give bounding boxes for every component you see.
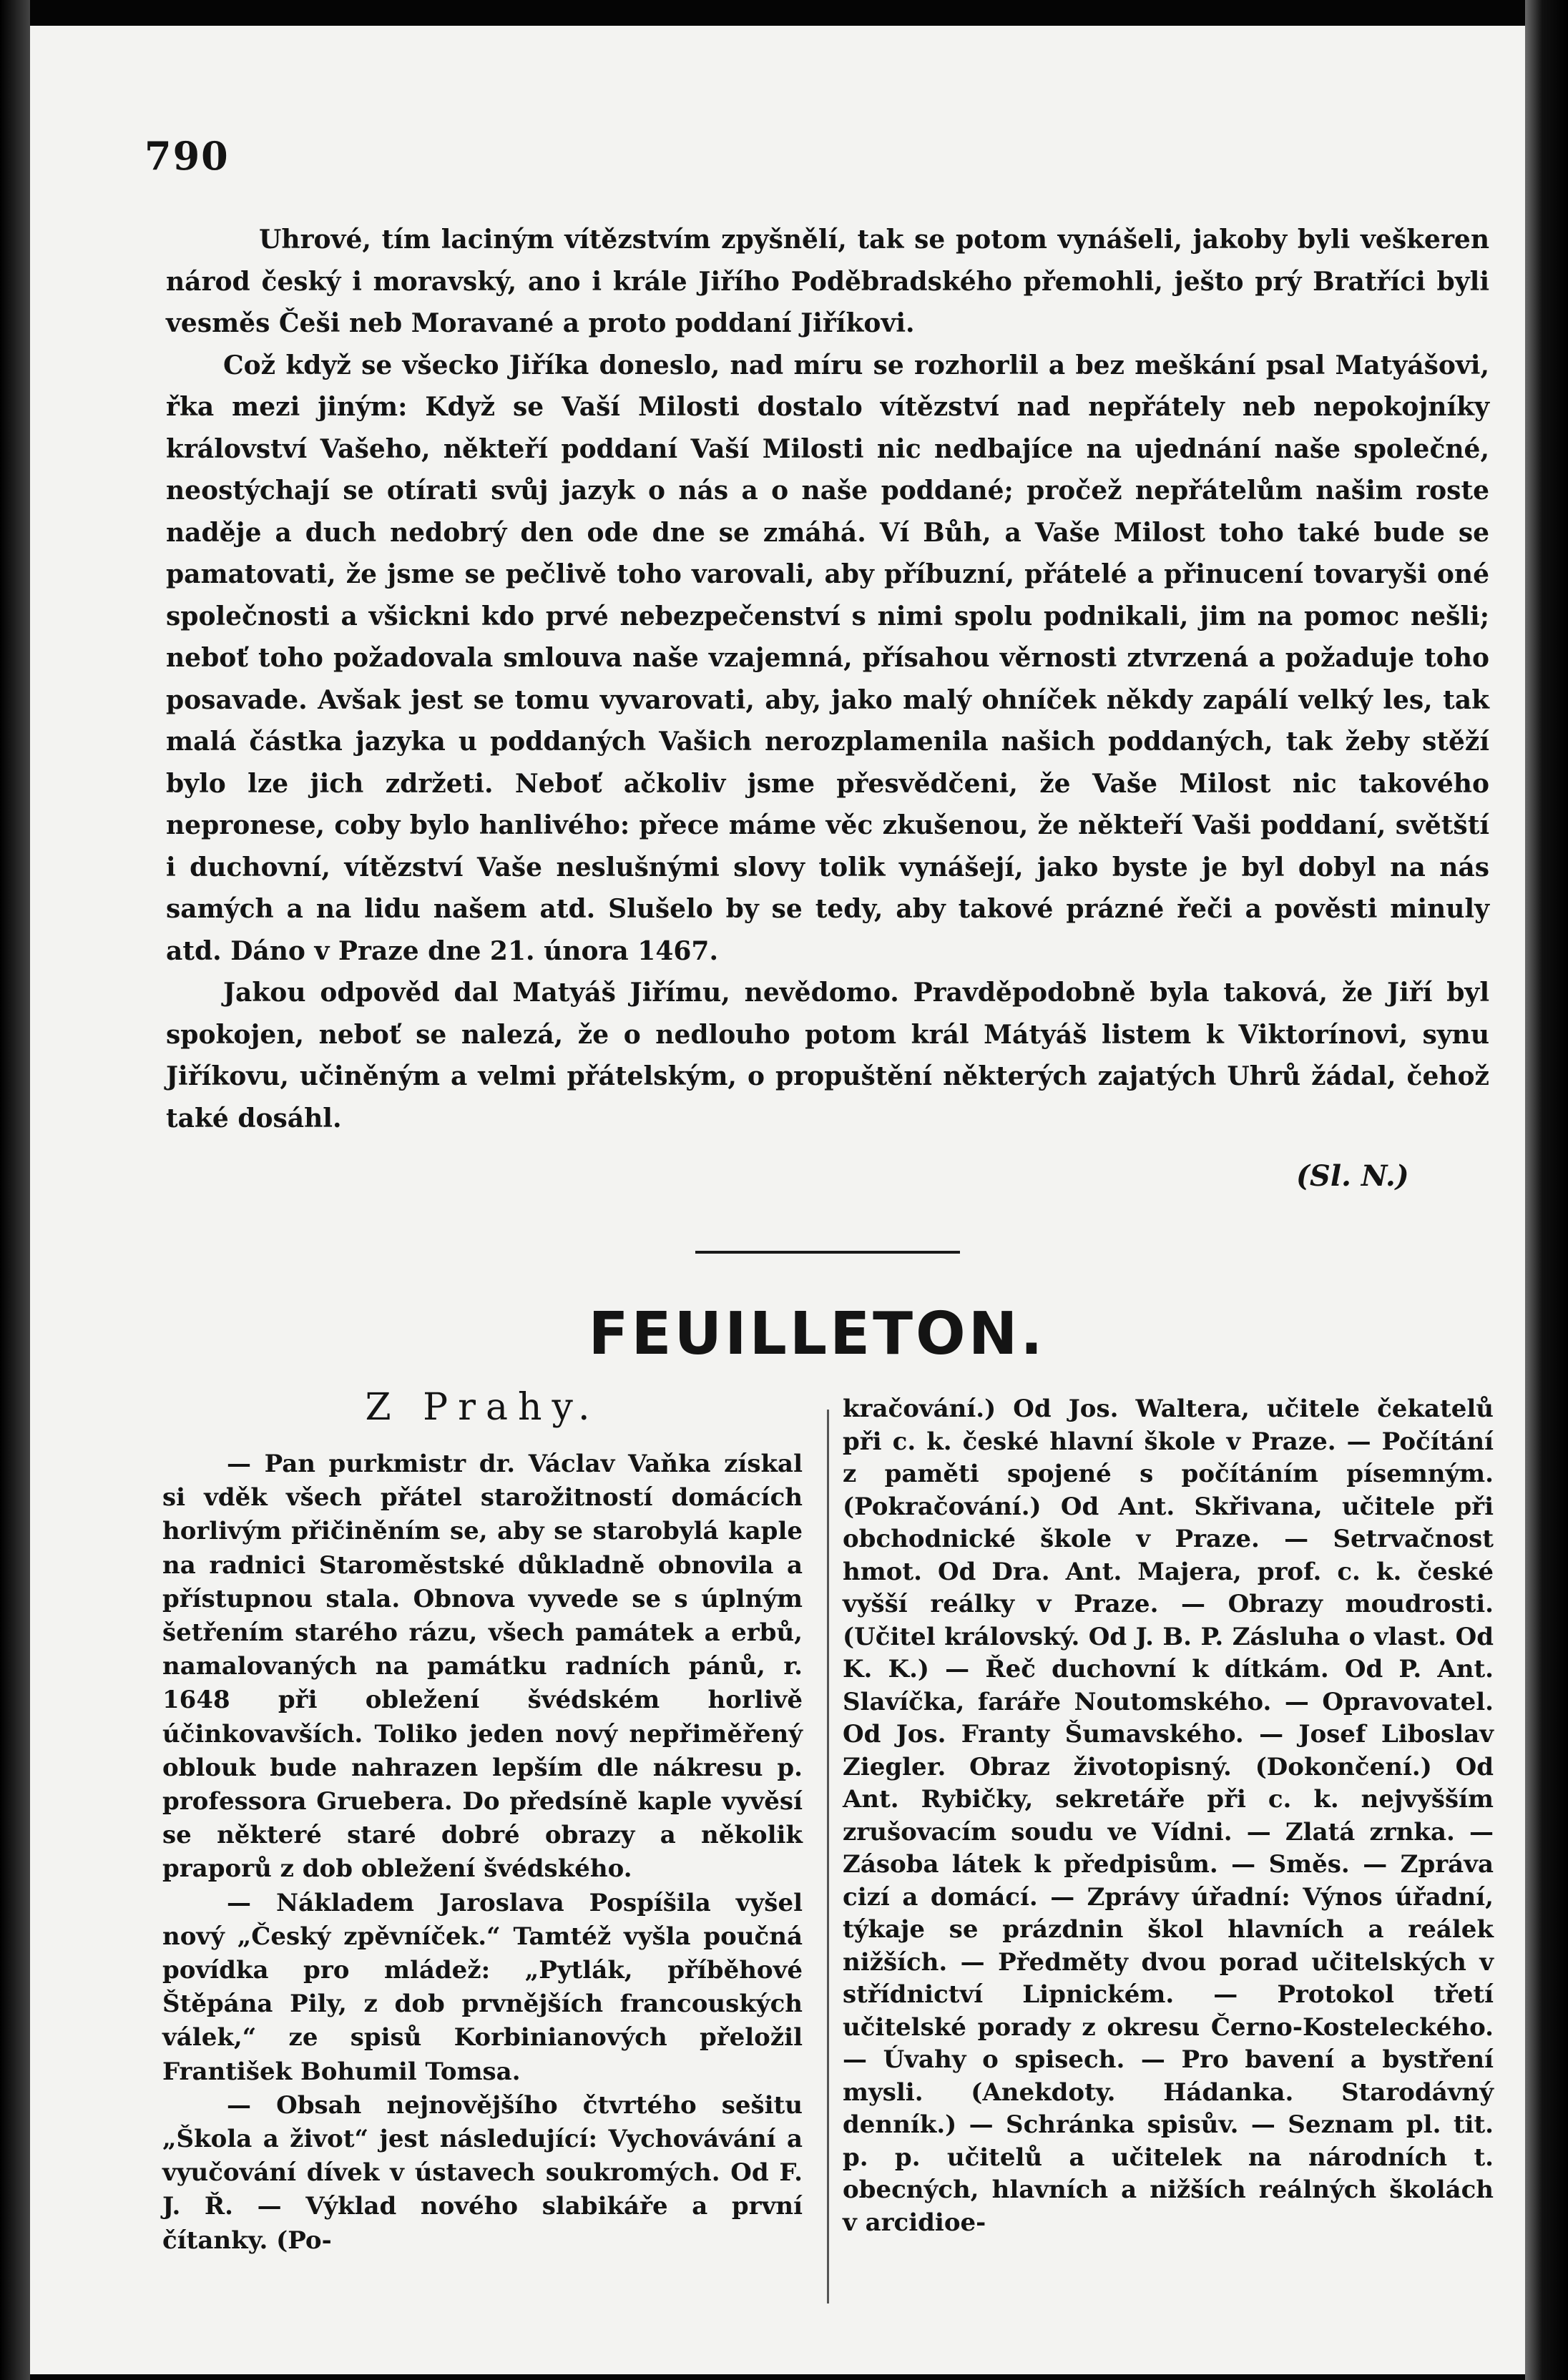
- feuilleton-heading: FEUILLETON.: [588, 1300, 1046, 1368]
- section-divider: [695, 1251, 960, 1254]
- scan-border-right: [1525, 0, 1568, 2380]
- news-item: — Obsah nejnovějšího čtvrtého sešitu „Škola a život“ jest následující: Vychovávání a vyučování dívek v ústavech soukromých. Od F. J. Ř. — Výklad nového slabikáře a první čítanky. (Po-: [162, 2090, 803, 2255]
- article-continuation: [166, 219, 1489, 1139]
- news-section-heading: Z Prahy.: [365, 1386, 600, 1429]
- feuilleton-left-column: [162, 1385, 803, 2258]
- news-item: — Pan purkmistr dr. Václav Vaňka získal si vděk všech přátel starožitností domácích horlivým přičiněním se, aby se starobylá kaple na radnici Staroměstské důkladně obnovila a přístupnou stala. Obnova vyvede se s úplným šetřením starého rázu, všech památek a erbů, namalovaných na památku radních pánů, r. 1648 při obležení švédském horlivě účinkovavších. Toliko jeden nový nepřiměřený oblouk bude nahrazen lepším dle nákresu p. professora Grueberа. Do předsíně kaple vyvěsí se některé staré dobré obrazy a několik praporů z dob obležení švédského.: [162, 1450, 803, 1884]
- article-paragraph: Což když se všecko Jiříka doneslo, nad míru se rozhorlil a bez meškání psal Matyášovi, řka mezi jiným: Když se Vaší Milosti dostalo vítězství nad nepřátely neb nepokojníky království Vašeho, někteří poddaní Vaší Milosti nic nedbajíce na ujednání naše společné, neostýchají se otírati svůj jazyk o nás a o naše poddané; pročež nepřátelům našim roste naděje a duch nedobrý den ode dne se zmáhá. Ví Bůh, a Vaše Milost toho také bude se pamatovati, že jsme se pečlivě toho varovali, aby příbuzní, přátelé a přinucení tovaryši oné společnosti a všickni kdo prvé nebezpečenství s nimi spolu podnikali, jim na pomoc nešli; neboť toho požadovala smlouva naše vzajemná, přísahou věrnosti ztvrzená a požaduje toho posavade. Avšak jest se tomu vyvarovati, aby, jako malý ohníček někdy zapálí velký les, tak malá částka jazyka u poddaných Vašich nerozplamenila našich poddaných, tak žeby stěží bylo lze jich zdržeti. Neboť ačkoliv jsme přesvědčeni, že Vaše Milost nic takového nepronese, coby bylo hanlivého: přece máme věc zkušenou, že někteří Vaši poddaní, světští i duchovní, vítězství Vaše neslušnými slovy tolik vynášejí, jako byste je byl dobyl na nás samých a na lidu našem atd. Slušelo by se tedy, aby takové prázné řeči a pověsti minuly atd. Dáno v Praze dne 21. února 1467.: [166, 350, 1489, 966]
- newspaper-page: [30, 26, 1525, 2374]
- article-paragraph: Uhrové, tím laciným vítězstvím zpyšnělí, tak se potom vynášeli, jakoby byli veškeren národ český i moravský, ano i krále Jiřího Poděbradského přemohli, ješto prý Bratříci byli vesměs Češi neb Moravané a proto poddaní Jiříkovi.: [166, 225, 1489, 338]
- page-number: 790: [144, 133, 230, 179]
- table-of-contents-text: kračování.) Od Jos. Waltera, učitele čekatelů při c. k. české hlavní škole v Praze. — Počítání z paměti spojené s počítáním písemným. (Pokračování.) Od Ant. Skřivana, učitele při obchodnické škole v Praze. — Setrvačnost hmot. Od Dra. Ant. Majera, prof. c. k. české vyšší reálky v Praze. — Obrazy moudrosti. (Učitel královský. Od J. B. P. Zásluha o vlast. Od K. K.) — Řeč duchovní k dítkám. Od P. Ant. Slavíčka, faráře Noutomského. — Opravovatel. Od Jos. Franty Šumavského. — Josef Liboslav Ziegler. Obraz životopisný. (Dokončení.) Od Ant. Rybičky, sekretáře při c. k. nejvyšším zrušovacím soudu ve Vídni. — Zlatá zrnka. — Zásoba látek k předpisům. — Směs. — Zpráva cizí a domácí. — Zprávy úřadní: Výnos úřadní, týkaje se prázdnin škol hlavních a reálek nižších. — Předměty dvou porad učitelských v střídnictví Lipnickém. — Protokol třetí učitelské porady z okresu Černo-Kosteleckého. — Úvahy o spisech. — Pro bavení a bystření mysli. (Anekdoty. Hádanka. Starodávný denník.) — Schránka spisův. — Seznam pl. tit. p. p. učitelů a učitelek na národních t. obecných, hlavních a nižších reálných školách v arcidioe-: [843, 1395, 1494, 2237]
- news-item: — Nákladem Jaroslava Pospíšila vyšel nový „Český zpěvníček.“ Tamtéž vyšla poučná povídka pro mládež: „Pytlák, příběhové Štěpána Pily, z dob prvnějších francouských válek,“ ze spisů Korbinianových přeložil František Bohumil Tomsa.: [162, 1888, 803, 2086]
- article-paragraph: Jakou odpověd dal Matyáš Jiřímu, nevědomo. Pravděpodobně byla taková, že Jiří byl spokojen, neboť se nalezá, že o nedlouho potom král Mátyáš listem k Viktorínovi, synu Jiříkovu, učiněným a velmi přátelským, o propuštění některých zajatých Uhrů žádal, čehož také dosáhl.: [166, 978, 1489, 1134]
- scan-border-left: [0, 0, 30, 2380]
- article-signature: (Sl. N.): [1296, 1159, 1409, 1193]
- column-divider: [827, 1410, 829, 2303]
- feuilleton-right-column: [843, 1393, 1494, 2239]
